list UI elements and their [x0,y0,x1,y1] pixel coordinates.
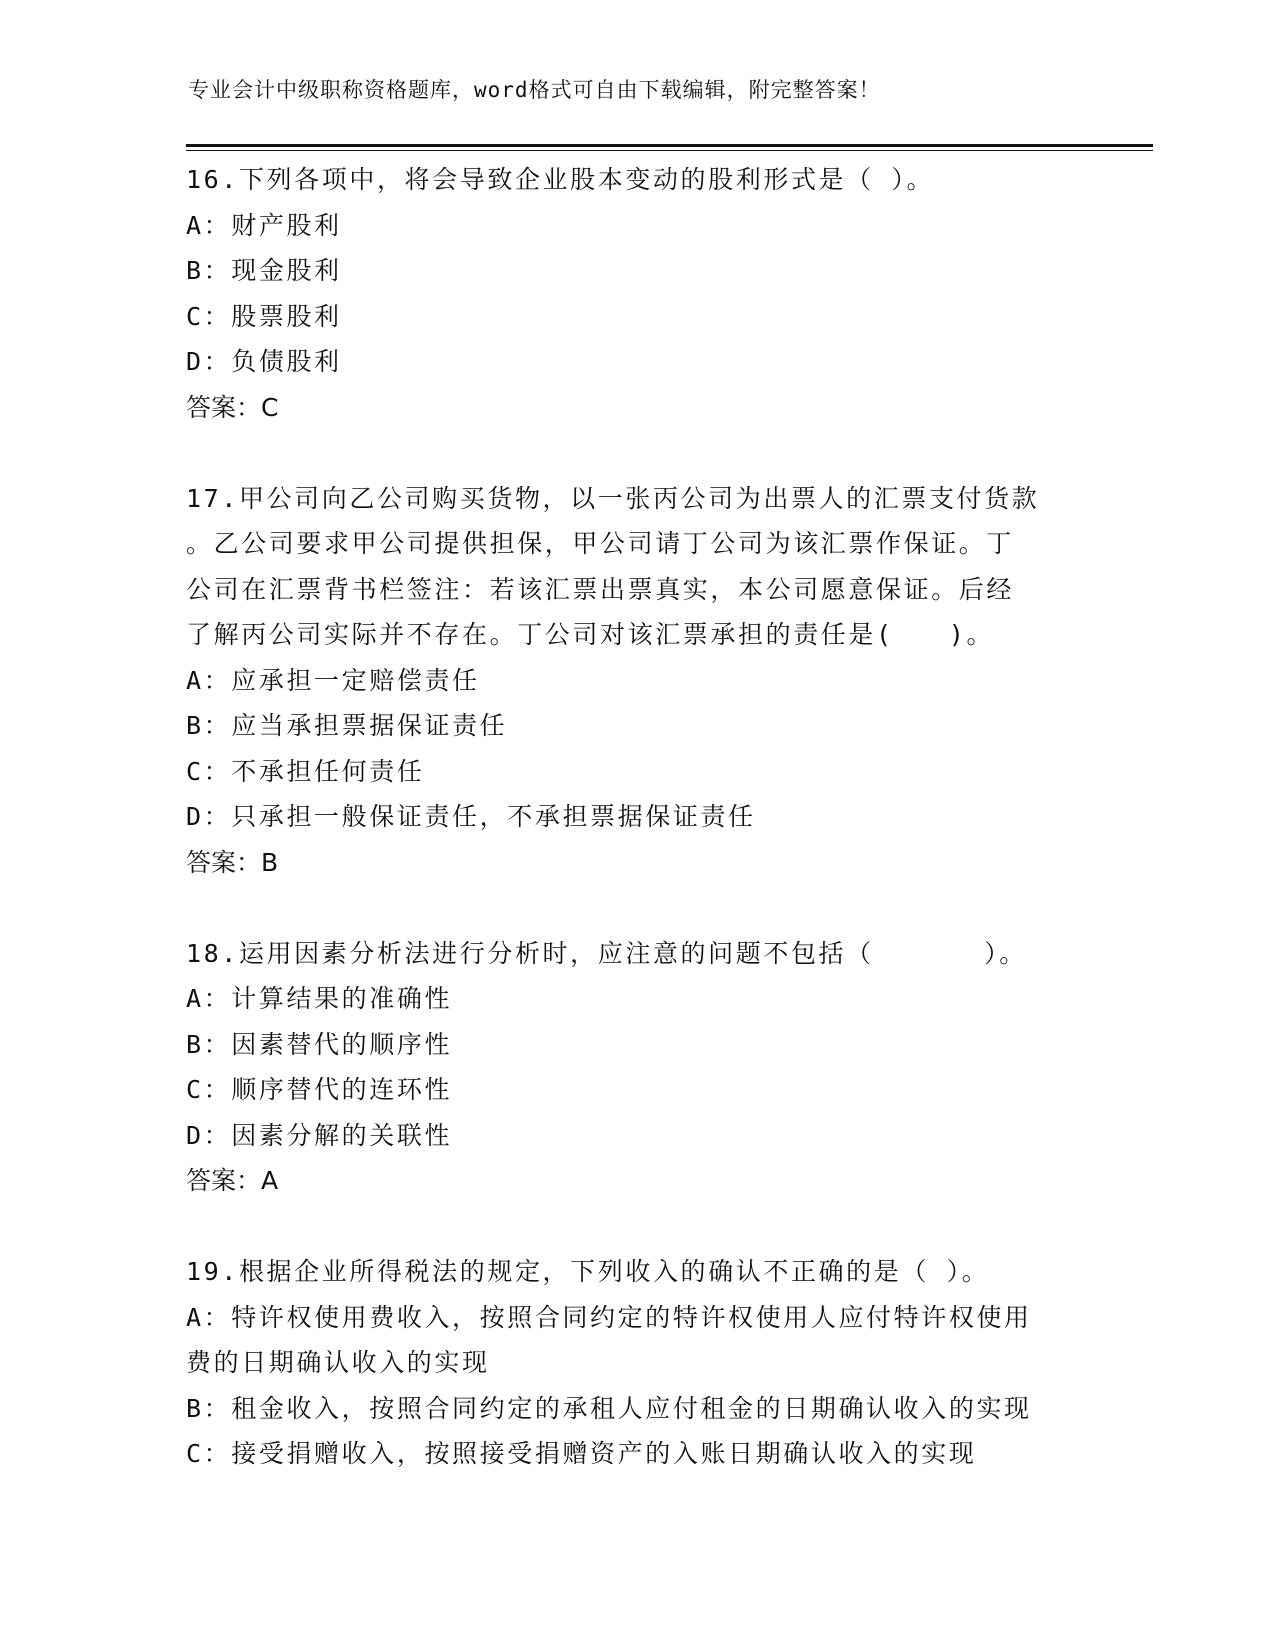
question-16 [186,157,1086,430]
question-stem-line: 。乙公司要求甲公司提供担保，甲公司请丁公司为该汇票作保证。丁 [186,529,1015,558]
question-stem-line: 18.运用因素分析法进行分析时，应注意的问题不包括（ ）。 [186,938,1027,968]
question-stem-line: 16.下列各项中，将会导致企业股本变动的股利形式是（ ）。 [186,165,935,194]
question-spacer [186,1204,1086,1250]
header-rule-thick [186,144,1153,147]
answer-line: 答案：B [186,847,279,877]
option-a: A：特许权使用费收入，按照合同约定的特许权使用人应付特许权使用 [186,1302,1032,1332]
option-c: C：接受捐赠收入，按照接受捐赠资产的入账日期确认收入的实现 [186,1439,977,1468]
option-a: A：应承担一定赔偿责任 [186,665,480,695]
option-c: C：不承担任何责任 [186,756,425,786]
option-c: C：顺序替代的连环性 [186,1075,453,1104]
option-d: D：因素分解的关联性 [186,1120,453,1150]
question-stem-line: 公司在汇票背书栏签注：若该汇票出票真实，本公司愿意保证。后经 [186,574,1015,604]
question-stem-line: 了解丙公司实际并不存在。丁公司对该汇票承担的责任是( )。 [186,620,995,649]
document-header: 专业会计中级职称资格题库，word格式可自由下载编辑，附完整答案！ [188,78,881,102]
option-d: D：只承担一般保证责任，不承担票据保证责任 [186,802,756,831]
option-b: B：应当承担票据保证责任 [186,711,508,740]
option-b: B：现金股利 [186,256,342,285]
question-stem-line: 19.根据企业所得税法的规定，下列收入的确认不正确的是（ ）。 [186,1257,990,1286]
question-spacer [186,885,1086,931]
option-b: B：租金收入，按照合同约定的承租人应付租金的日期确认收入的实现 [186,1393,1032,1423]
question-19 [186,1249,1086,1477]
question-stem-line: 17.甲公司向乙公司购买货物，以一张丙公司为出票人的汇票支付货款 [186,483,1040,513]
answer-line: 答案：C [186,392,279,422]
option-b: B：因素替代的顺序性 [186,1029,453,1059]
header-rule-thin [186,150,1153,151]
question-list [186,157,1086,1477]
option-d: D：负债股利 [186,347,342,376]
answer-line: 答案：A [186,1166,279,1195]
option-c: C：股票股利 [186,301,342,331]
question-spacer [186,430,1086,476]
option-a: A：财产股利 [186,210,342,240]
option-a-continued: 费的日期确认收入的实现 [186,1348,490,1377]
question-18 [186,931,1086,1204]
option-a: A：计算结果的准确性 [186,984,453,1013]
question-17 [186,476,1086,886]
